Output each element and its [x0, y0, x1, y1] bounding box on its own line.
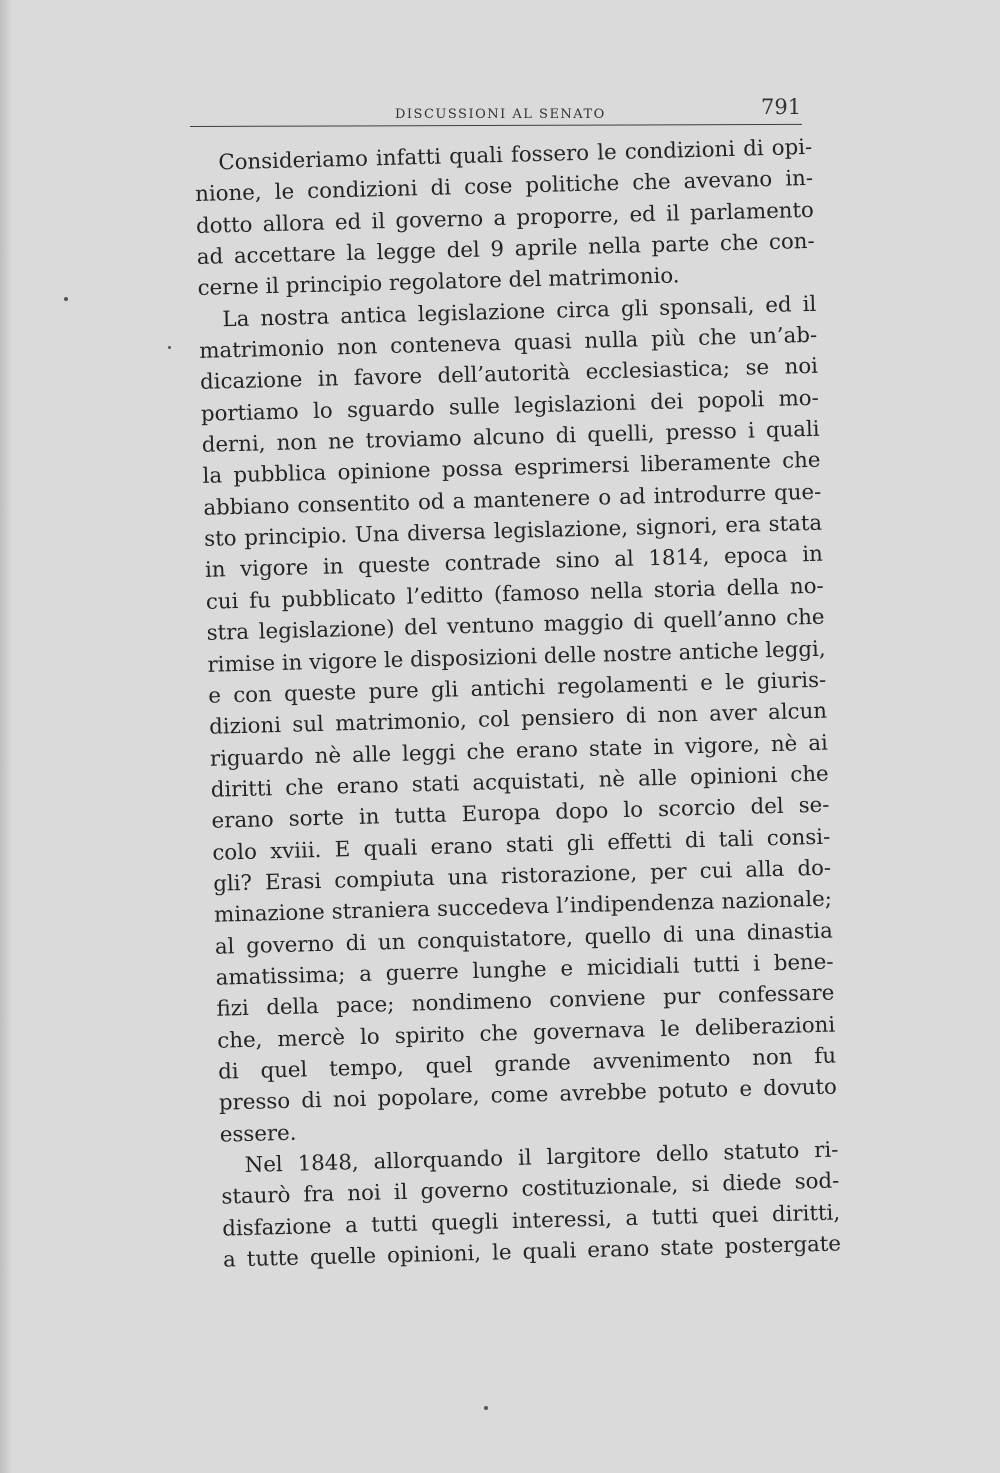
text-line: e con queste pure gli antichi regolamenti e le giuris-: [208, 667, 827, 709]
text-line: minazione straniera succedeva l’indipendenza nazionale;: [213, 886, 833, 928]
text-line: erano sorte in tutta Europa dopo lo scorcio del se-: [211, 792, 830, 834]
text-line: stra legislazione) del ventuno maggio di quell’anno che: [206, 604, 825, 646]
text-line: di quel tempo, quel grande avvenimento non fu: [217, 1043, 837, 1085]
text-line: matrimonio non conteneva quasi nulla più che un’ab-: [199, 322, 818, 364]
text-line: amatissima; a guerre lunghe e micidiali tutti i bene-: [215, 949, 834, 991]
text-line: derni, non ne troviamo alcuno di quelli, presso i quali: [201, 416, 820, 458]
text-line: dicazione in favore dell’autorità ecclesiastica; se noi: [199, 354, 819, 396]
text-line: abbiano consentito od a mantenere o ad introdurre que-: [203, 479, 822, 521]
text-line: colo xviii. E quali erano stati gli effetti di tali consi-: [212, 824, 831, 866]
text-line: presso di noi popolare, come avrebbe potuto e dovuto: [218, 1074, 838, 1116]
body-text: [194, 132, 841, 1276]
text-line: rimise in vigore le disposizioni delle nostre antiche leggi,: [207, 636, 826, 678]
header-rule: [190, 124, 802, 127]
text-line: disfazione a tutti quegli interessi, a tutti quei diritti,: [221, 1200, 841, 1242]
page-number: 791: [761, 95, 802, 119]
text-line: diritti che erano stati acquistati, nè alle opinioni che: [210, 761, 829, 803]
text-line: al governo di un conquistatore, quello di una dinastia: [214, 918, 834, 960]
text-line: dizioni sul matrimonio, col pensiero di non aver alcun: [208, 698, 828, 740]
running-title: DISCUSSIONI AL SENATO: [395, 107, 606, 122]
text-line: staurò fra noi il governo costituzionale, si diede sod-: [221, 1168, 840, 1210]
text-line: cerne il principio regolatore del matrimonio.: [197, 263, 680, 302]
text-line: cui fu pubblicato l’editto (famoso nella storia della no-: [205, 573, 825, 615]
text-line: Nel 1848, allorquando il largitore dello statuto ri-: [244, 1137, 839, 1179]
text-line: Consideriamo infatti quali fossero le condizioni di opi-: [218, 134, 813, 176]
paper-speck: [168, 346, 171, 349]
text-line: essere.: [219, 1120, 297, 1148]
text-line: a tutte quelle opinioni, le quali erano state postergate: [222, 1231, 842, 1273]
text-line: portiamo lo sguardo sulle legislazioni dei popoli mo-: [200, 385, 820, 427]
text-line: la pubblica opinione possa esprimersi liberamente che: [202, 448, 821, 490]
text-line: sto principio. Una diversa legislazione, signori, era stata: [203, 510, 823, 552]
text-line: fizi della pace; nondimeno conviene pur confessare: [216, 980, 835, 1022]
text-line: dotto allora ed il governo a proporre, ed il parlamento: [195, 197, 815, 239]
text-line: che, mercè lo spirito che governava le deliberazioni: [217, 1012, 836, 1054]
text-line: ad accettare la legge del 9 aprile nella parte che con-: [196, 228, 815, 270]
text-line: nione, le condizioni di cose politiche che avevano in-: [194, 166, 814, 208]
paper-speck: [484, 1406, 488, 1410]
text-line: riguardo nè alle leggi che erano state in vigore, nè ai: [209, 730, 829, 772]
page-edge-shadow: [0, 0, 12, 1473]
text-line: in vigore in queste contrade sino al 1814, epoca in: [204, 542, 824, 584]
paper-speck: [64, 297, 68, 301]
text-line: La nostra antica legislazione circa gli sponsali, ed il: [222, 291, 817, 333]
text-line: gli? Erasi compiuta una ristorazione, per cui alla do-: [212, 855, 832, 897]
